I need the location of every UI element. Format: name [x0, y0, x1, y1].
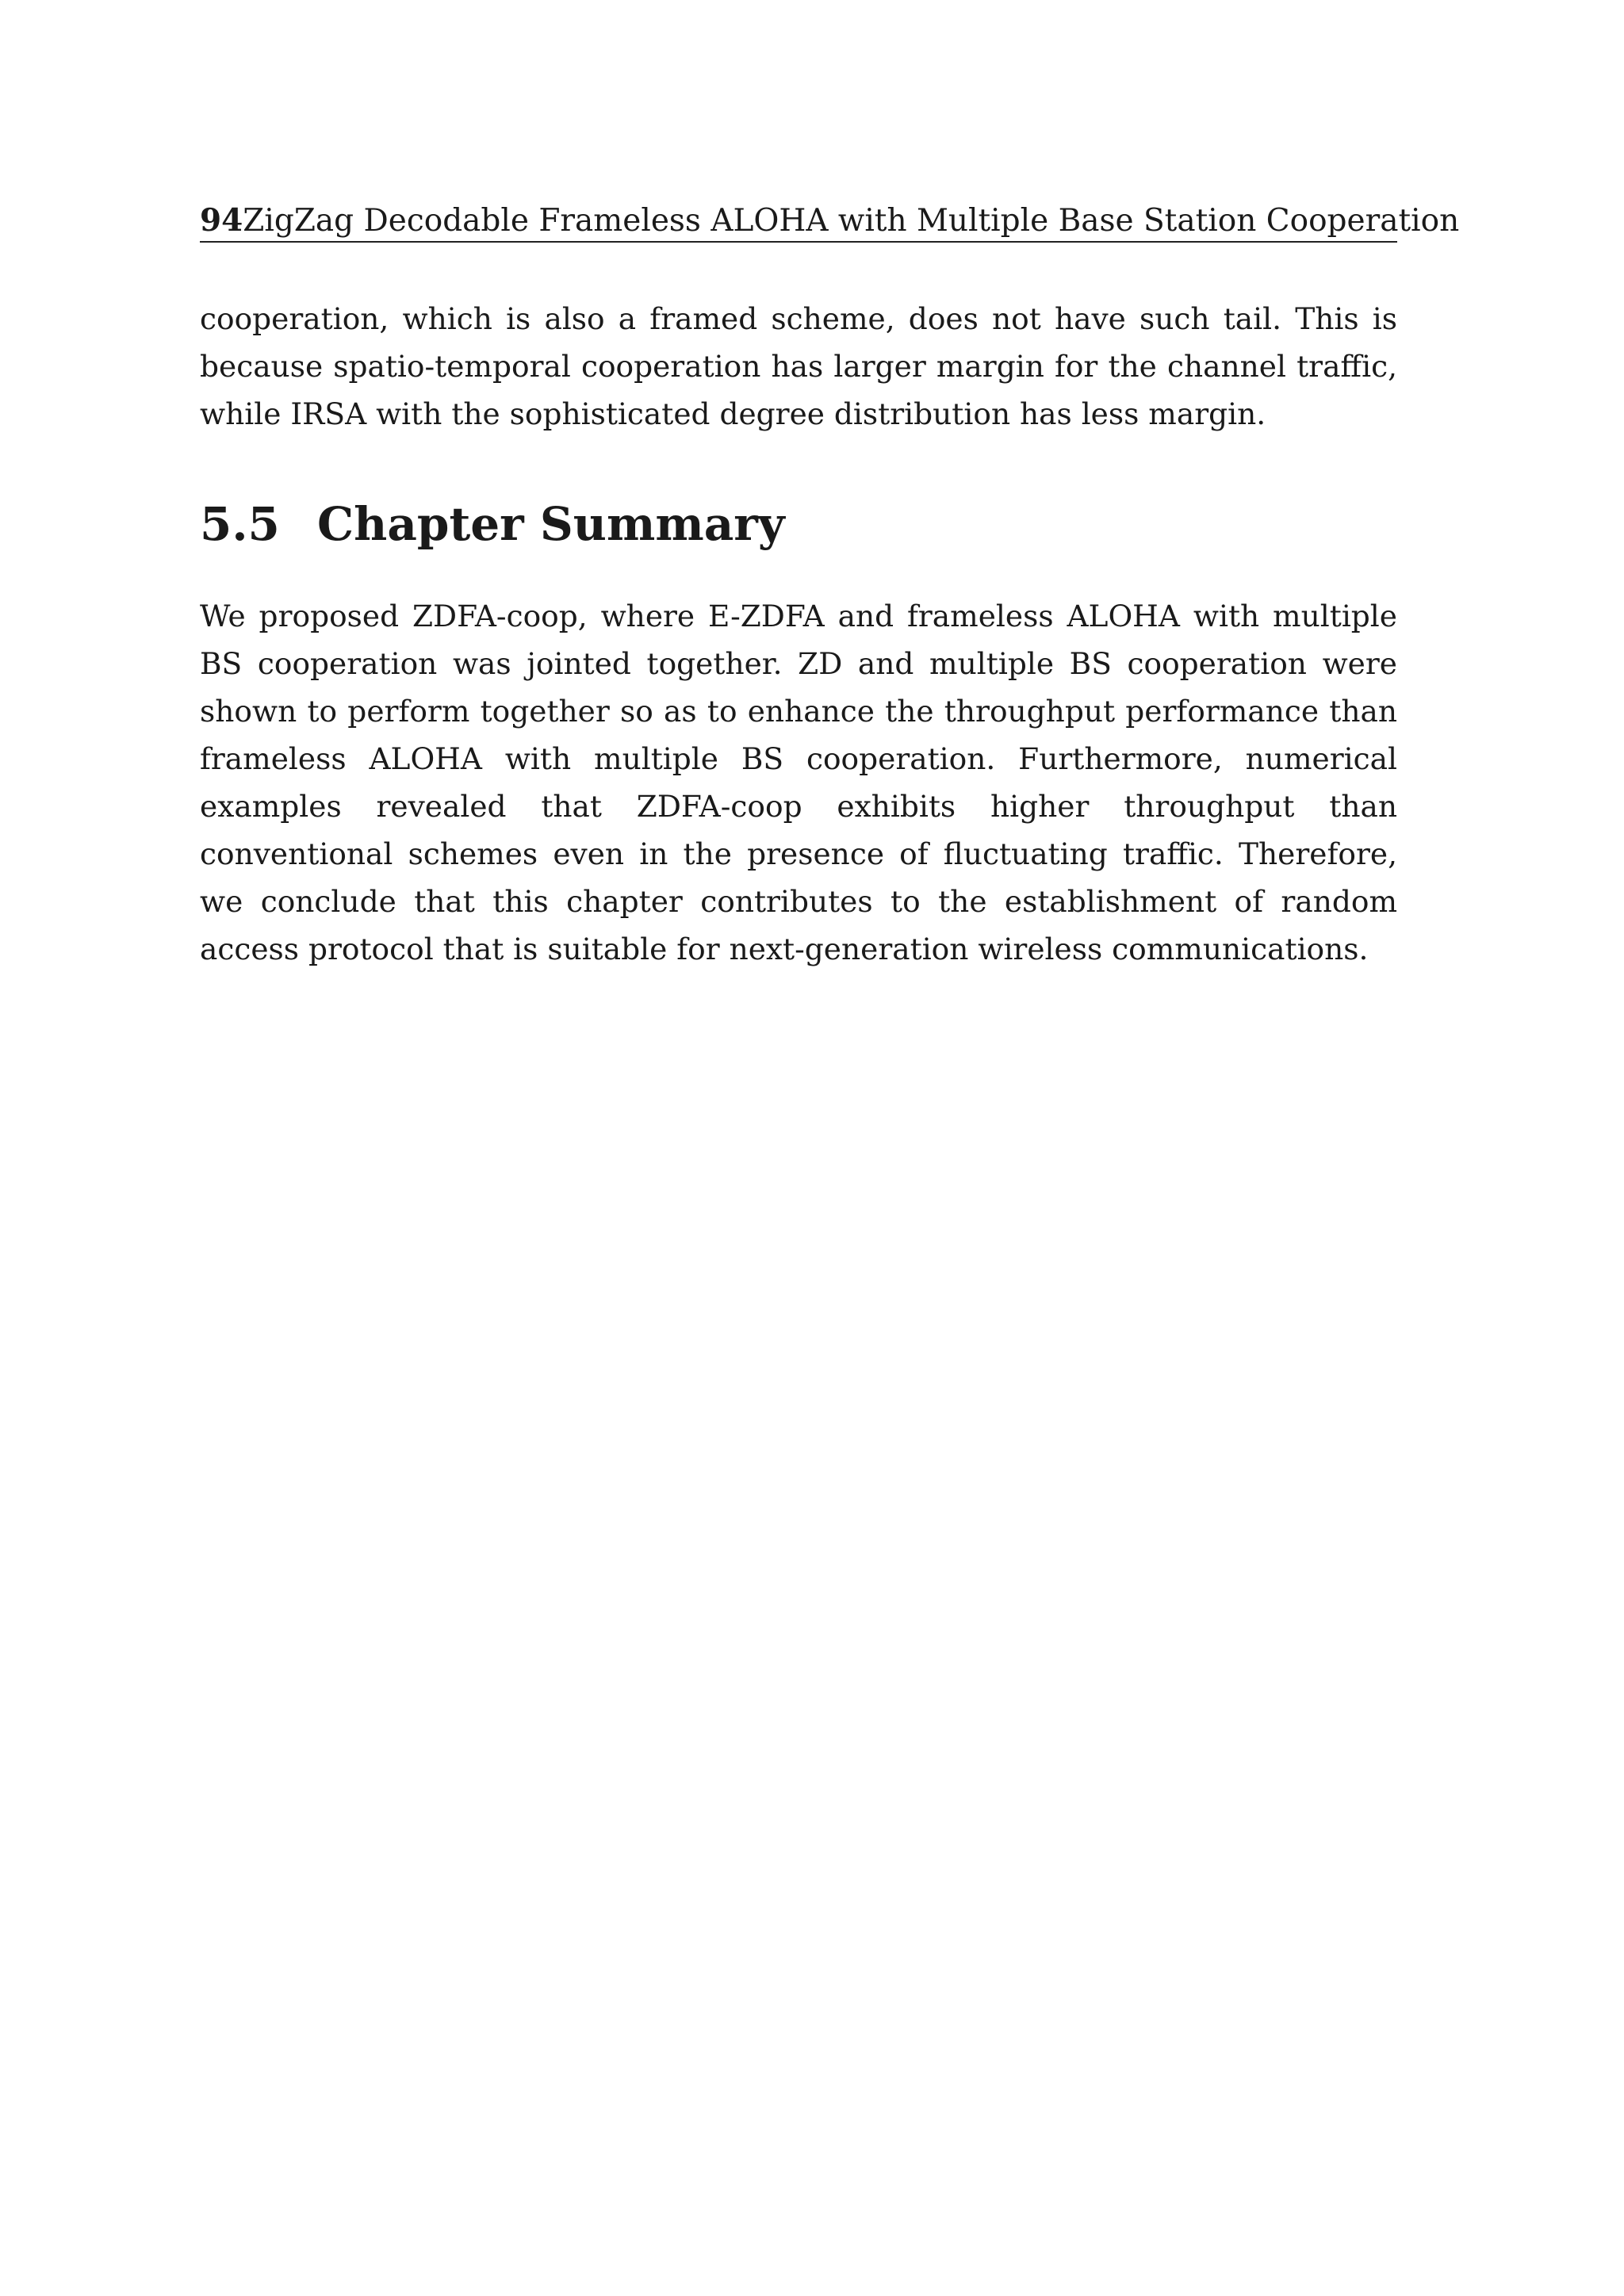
summary-paragraph: We proposed ZDFA-coop, where E-ZDFA and frameless ALOHA with multiple BS cooperation was jointed together. ZD and multiple BS cooperation were shown to perform together so as to enhance the throughput performance than frameless ALOHA with multiple BS cooperation. Furthermore, numerical examples revealed that ZDFA-coop exhibits higher throughput than conventional schemes even in the presence of fluctuating traffic. Therefore, we conclude that this chapter contributes to the establishment of random access protocol that is suitable for next-generation wireless communications.: [200, 599, 1397, 966]
running-header: [200, 197, 1460, 243]
page-number: 94: [200, 202, 243, 239]
running-title: ZigZag Decodable Frameless ALOHA with Multiple Base Station Cooperation: [243, 203, 1460, 239]
section-title: Chapter Summary: [317, 497, 785, 551]
section-heading: [200, 497, 785, 551]
section-number: 5.5: [200, 497, 280, 551]
intro-paragraph: cooperation, which is also a framed scheme, does not have such tail. This is because spatio-temporal cooperation has larger margin for the channel traffic, while IRSA with the sophisticated degree distribution has less margin.: [200, 301, 1397, 431]
